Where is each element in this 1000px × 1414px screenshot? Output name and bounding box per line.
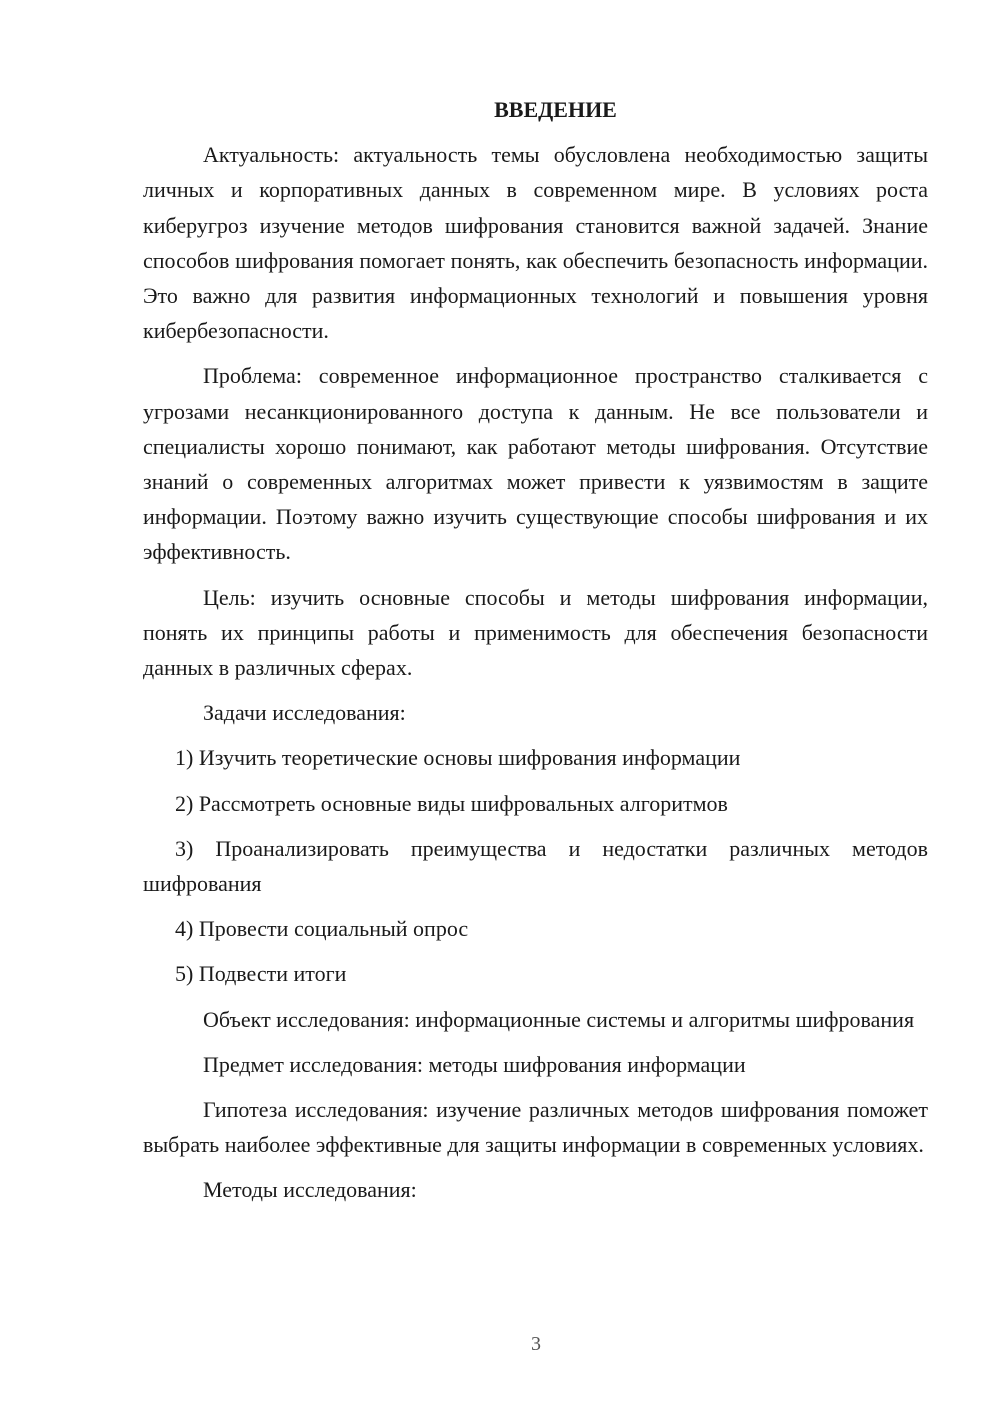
task-item-5: 5) Подвести итоги <box>175 961 347 987</box>
relevance-paragraph: Актуальность: актуальность темы обусловлена необходимостью защиты личных и корпоративных данных в современном мире. В условиях роста киберугроз изучение методов шифрования становится важной задачей. Знание способов шифрования помогает понять, как обеспечить безопасность информации. Это важно для развития информационных технологий и повышения уровня кибербезопасности. <box>143 142 928 344</box>
hypothesis-paragraph: Гипотеза исследования: изучение различных методов шифрования поможет выбрать наиболее эффективные для защиты информации в современных условиях. <box>143 1097 928 1158</box>
task-item-3: 3) Проанализировать преимущества и недостатки различных методов шифрования <box>143 835 928 897</box>
page-title: ВВЕДЕНИЕ <box>494 97 617 122</box>
page-number: 3 <box>531 1333 541 1355</box>
task-item-1: 1) Изучить теоретические основы шифрования информации <box>175 745 741 771</box>
tasks-heading: Задачи исследования: <box>203 700 406 726</box>
object-paragraph: Объект исследования: информационные системы и алгоритмы шифрования <box>203 1006 915 1032</box>
goal-paragraph: Цель: изучить основные способы и методы шифрования информации, понять их принципы работы и применимость для обеспечения безопасности данных в различных сферах. <box>143 584 928 681</box>
subject-paragraph: Предмет исследования: методы шифрования информации <box>203 1051 746 1077</box>
task-item-2: 2) Рассмотреть основные виды шифровальных алгоритмов <box>175 790 728 816</box>
problem-paragraph: Проблема: современное информационное пространство сталкивается с угрозами несанкционированного доступа к данным. Не все пользователи и специалисты хорошо понимают, как работают методы шифрования. Отсутствие знаний о современных алгоритмах может привести к уязвимостям в защите информации. Поэтому важно изучить существующие способы шифрования и их эффективность. <box>143 363 928 565</box>
document-page <box>143 92 928 1218</box>
methods-heading: Методы исследования: <box>203 1177 417 1203</box>
task-item-4: 4) Провести социальный опрос <box>175 916 469 942</box>
